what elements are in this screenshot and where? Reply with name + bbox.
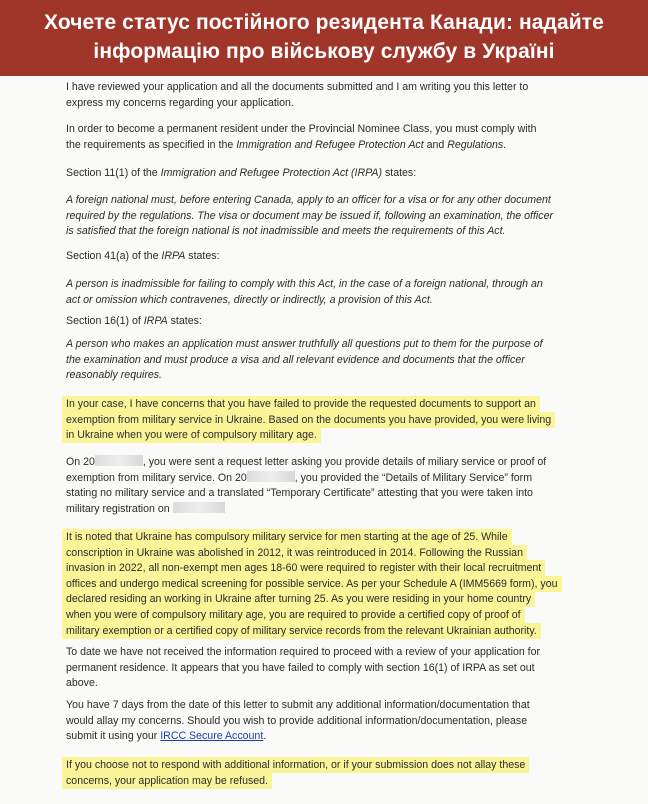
highlight-compulsory-service: It is noted that Ukraine has compulsory military service for men starting at the age of 25. While conscription in Ukraine was abolished in 2012, it was reintroduced in 2014. Following the Russian invasion in 2022, all non-exempt men ages 18-60 were required to register with their local recruitment offices and undergo medical screening for possible service. As per your Schedule A (IMM5669 form), you declared residing an working in Ukraine after turning 25. As you were residing in your home country when you were of compulsory military age, you are required to provide a certified copy of proof of military exemption or a certified copy of military service records from the relevant Ukrainian authority. — [66, 530, 566, 639]
section-41-quote: A person is inadmissible for failing to comply with this Act, in the case of a foreign national, through an act or omission which contravenes, directly or indirectly, a provision of this Act. — [66, 278, 543, 306]
section-11-quote: A foreign national must, before entering Canada, apply to an officer for a visa or for any other document required by the regulations. The visa or document may be issued if, following an examination, the officer is satisfied that the foreign national is not inadmissible and meets the requirements of this Act. — [66, 194, 553, 238]
paragraph-not-received: To date we have not received the information required to proceed with a review of your application for permanent residence. It appears that you have failed to comply with section 16(1) of IRPA as set out above. — [66, 646, 541, 690]
headline-line-2: інформацію про військову службу в Україні — [93, 40, 555, 63]
section-11-heading: Section 11(1) of the Immigration and Refugee Protection Act (IRPA) states: — [66, 167, 417, 179]
redacted-date-1 — [95, 455, 143, 466]
redacted-date-3 — [173, 502, 225, 513]
highlight-refusal-warning: If you choose not to respond with additional information, or if your submission does not allay these concerns, your application may be refused. — [66, 758, 566, 789]
paragraph-request-letter: On 20 , you were sent a request letter asking you provide details of miliary service or proof of exemption from military service. On 20 , you provided the “Details of Military Service” form stating no military service and a translated “Temporary Certificate” attesting that you were taken into military registration on — [66, 456, 547, 515]
ircc-secure-account-link[interactable]: IRCC Secure Account — [160, 730, 264, 743]
paragraph-intro: I have reviewed your application and all the documents submitted and I am writing you this letter to express my concerns regarding your application. — [66, 81, 529, 109]
headline-banner — [0, 0, 648, 76]
section-16-quote: A person who makes an application must answer truthfully all questions put to them for the purpose of the examination and must produce a visa and all relevant evidence and documents that the officer reasonably requires. — [66, 338, 543, 382]
letter-scan — [0, 76, 648, 804]
highlight-concerns: In your case, I have concerns that you have failed to provide the requested documents to support an exemption from military service in Ukraine. Based on the documents you have provided, you were living in Ukraine when you were of compulsory military age. — [66, 397, 566, 444]
redacted-date-2 — [247, 471, 295, 482]
section-41-heading: Section 41(a) of the IRPA states: — [66, 250, 220, 262]
paragraph-requirements: In order to become a permanent resident under the Provincial Nominee Class, you must comply with the requirements as specified in the Immigration and Refugee Protection Act and Regulations. — [66, 123, 537, 151]
paragraph-deadline: You have 7 days from the date of this letter to submit any additional information/documentation that would allay my concerns. Should you wish to provide additional information/documentation, please submit it using your IRCC Secure Account. — [66, 699, 530, 743]
headline-line-1: Хочете статус постійного резидента Канади: надайте — [44, 11, 604, 34]
section-16-heading: Section 16(1) of IRPA states: — [66, 315, 202, 327]
